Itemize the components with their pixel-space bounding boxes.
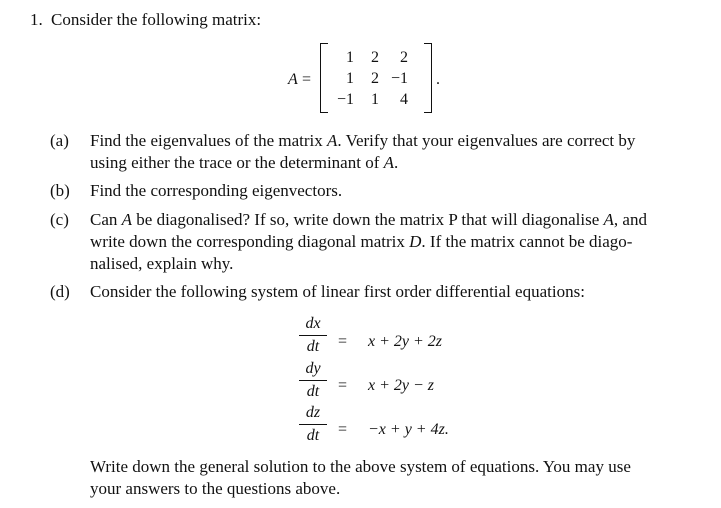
part-a-label: (a) [50, 131, 69, 150]
part-c-line-1 [90, 209, 678, 231]
question-header [30, 9, 261, 31]
part-c-line-2 [90, 231, 678, 253]
text-span: . [394, 153, 399, 172]
derivative-fraction [299, 359, 327, 401]
equals-sign: = [338, 333, 348, 350]
part-b-label: (b) [50, 181, 70, 200]
equation-rhs: x + 2y − z [368, 377, 435, 394]
text-span: . If the matrix cannot be diago- [421, 232, 633, 251]
equation-rhs: −x + y + 4z. [368, 421, 449, 438]
fraction-numerator: dx [305, 315, 321, 332]
matrix-cell: 1 [371, 91, 379, 108]
matrix-cell: 4 [400, 91, 408, 108]
part-d-text: Consider the following system of linear first order differential equations: [90, 282, 585, 301]
matrix-cell: 2 [400, 49, 408, 66]
math-var: A [603, 210, 614, 229]
matrix-end-punct: . [436, 71, 440, 88]
math-var: A [121, 210, 133, 229]
fraction-numerator: dz [305, 404, 321, 421]
question-intro: Consider the following matrix: [51, 10, 262, 29]
matrix-cell: −1 [390, 70, 408, 87]
math-var: A [327, 131, 338, 150]
matrix-a [320, 43, 432, 113]
part-d-label: (d) [50, 282, 70, 301]
part-c-label: (c) [50, 210, 69, 229]
fraction-bar [299, 424, 327, 425]
matrix-cell: 1 [346, 70, 354, 87]
part-a-line-1 [90, 130, 678, 152]
derivative-fraction [299, 314, 327, 356]
text-span: Can [90, 210, 122, 229]
closing-line-2: your answers to the questions above. [90, 479, 341, 498]
matrix-cell: 2 [371, 70, 379, 87]
text-span: using either the trace or the determinant of [90, 153, 384, 172]
math-var: D [409, 232, 422, 251]
matrix-cell: −1 [336, 91, 354, 108]
matrix-left-bracket [320, 43, 328, 113]
matrix-equals: = [302, 71, 312, 88]
closing-line-1: Write down the general solution to the above system of equations. You may use [90, 457, 631, 476]
closing-paragraph [90, 456, 678, 500]
matrix-cell: 1 [346, 49, 354, 66]
matrix-name: A [288, 71, 298, 88]
text-span: be diagonalised? If so, write down the matrix P that will diagonalise [132, 210, 604, 229]
derivative-fraction [299, 403, 327, 445]
fraction-denominator: dt [306, 383, 320, 400]
fraction-bar [299, 335, 327, 336]
fraction-denominator: dt [306, 338, 320, 355]
fraction-numerator: dy [305, 360, 321, 377]
part-c-line-3: nalised, explain why. [90, 254, 234, 273]
math-var: A [383, 153, 394, 172]
equation-rhs: x + 2y + 2z [368, 333, 443, 350]
fraction-bar [299, 380, 327, 381]
part-a-line-2 [90, 152, 678, 174]
part-c-text [90, 209, 678, 275]
matrix-right-bracket [424, 43, 432, 113]
text-span: , and [613, 210, 647, 229]
matrix-cell: 2 [371, 49, 379, 66]
question-number: 1. [30, 10, 43, 29]
part-b-text: Find the corresponding eigenvectors. [90, 181, 343, 200]
text-span: Find the eigenvalues of the matrix [90, 131, 327, 150]
equals-sign: = [338, 421, 348, 438]
text-span: . Verify that your eigenvalues are correct by [337, 131, 636, 150]
fraction-denominator: dt [306, 427, 320, 444]
equals-sign: = [338, 377, 348, 394]
part-a-text [90, 130, 678, 174]
text-span: write down the corresponding diagonal matrix [90, 232, 410, 251]
